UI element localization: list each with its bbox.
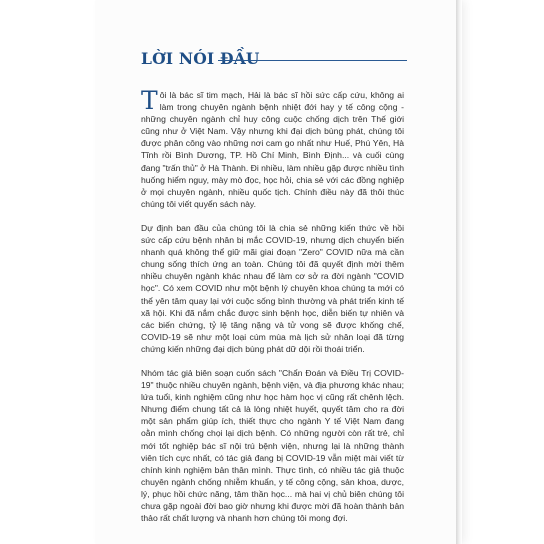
paragraph-1: Tôi là bác sĩ tim mạch, Hải là bác sĩ hồi sức cấp cứu, không ai làm trong chuyên ngành bệnh nhiệt đới hay y tế công cộng - những chuyên ngành chỉ huy công cuộc chống dịch trên Thế giới cũng như ở Việt Nam. Vậy nhưng khi đại dịch bùng phát, chúng tôi được phân công vào những nơi cam go nhất như Huế, Phú Yên, Hà Tĩnh rồi Bình Dương, TP. Hồ Chí Minh, Bình Định... và cuối cùng đang "trấn thủ" ở Hà Thành. Đi nhiều, làm nhiều gặp được nhiều tình huống hiểm nguy, mày mò đọc, học hỏi, chia sẻ với các đồng nghiệp ở mọi chuyên ngành, nhiều quốc tịch. Chính điều này đã thôi thúc chúng tôi viết quyển sách này. (141, 86, 404, 209)
paragraph-3: Nhóm tác giả biên soạn cuốn sách "Chẩn Đoán và Điều Trị COVID-19" thuộc nhiều chuyên ngành, bệnh viện, và địa phương khác nhau; lứa tuổi, kinh nghiệm cũng như học hàm học vị cũng rất chênh lệch. Nhưng điểm chung tất cả là lòng nhiệt huyết, quyết tâm cho ra đời một sản phẩm giúp ích, thiết thực cho ngành Y tế Việt Nam đang oằn mình chống chọi lại dịch bệnh. Có những người còn rất trẻ, chỉ mới tốt nghiệp bác sĩ nội trú bệnh viện, nhưng lại là những thành viên tích cực nhất, có tác giả đang bị COVID-19 vẫn miệt mài viết từ chính kinh nghiệm bản thân mình. Thực tình, có nhiều tác giả thuộc chuyên ngành chống nhiễm khuẩn, y tế công cộng, sản khoa, dược, lý, phục hồi chức năng, tâm thần học... mà hai vị chủ biên chúng tôi chưa gặp ngoài đời bao giờ nhưng khi được mời đã hoàn thành bản thảo rất chất lượng và nhanh hơn chúng tôi mong đợi. (141, 367, 404, 524)
page-edge-shadow (456, 0, 462, 544)
heading-rule (218, 60, 407, 61)
page-heading: LỜI NÓI ĐẦU (141, 49, 260, 68)
paragraph-2: Dự định ban đầu của chúng tôi là chia sẻ những kiến thức về hồi sức cấp cứu bệnh nhân bị mắc COVID-19, nhưng dịch chuyển biến nhanh quá không thể giữ mãi giai đoạn "Zero" COVID nữa mà cần chung sống thích ứng an toàn. Chúng tôi đã quyết định mời thêm nhiều chuyên ngành khác nhau để làm cơ sở ra đời ngành "COVID học". Có xem COVID như một bệnh lý chuyên khoa chúng ta mới có thể yên tâm quay lại với cuộc sống bình thường và phát triển kinh tế xã hội. Khi đã nắm chắc được sinh bệnh học, diễn biến tự nhiên và các biến chứng, tỷ lệ tăng nặng và tử vong sẽ được khống chế, COVID-19 sẽ như một loại cúm mùa mà lịch sử nhân loại đã từng chứng kiến những đại dịch bùng phát dữ dội rồi thoái triển. (141, 222, 404, 354)
body-text (141, 86, 404, 536)
heading-row (141, 49, 407, 71)
